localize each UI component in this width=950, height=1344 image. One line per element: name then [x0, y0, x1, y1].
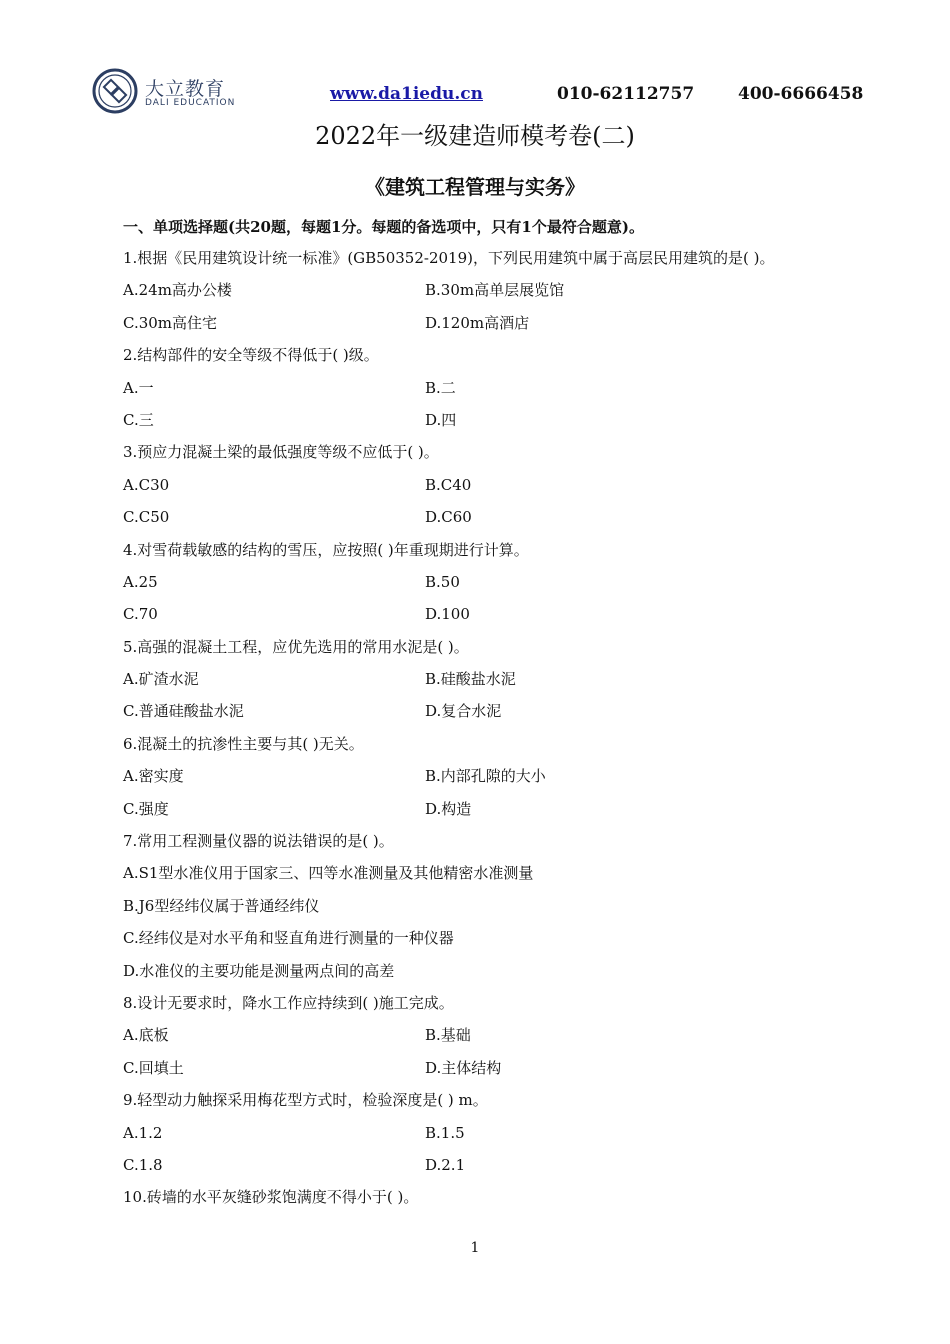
option-row	[123, 404, 863, 436]
option-row	[123, 663, 863, 695]
option-row	[123, 501, 863, 533]
option-row	[123, 1019, 863, 1051]
option-c: C.经纬仪是对水平角和竖直角进行测量的一种仪器	[123, 929, 454, 948]
option-b: B.内部孔隙的大小	[425, 767, 546, 786]
option-d: D.复合水泥	[425, 702, 502, 721]
option-a: A.C30	[123, 475, 170, 494]
question-stem: 3.预应力混凝土梁的最低强度等级不应低于( )。	[123, 443, 439, 462]
option-c: C.C50	[123, 508, 170, 527]
option-d: D.100	[425, 605, 470, 624]
option-b: B.基础	[425, 1026, 471, 1045]
option-a: A.密实度	[123, 767, 184, 786]
option-a: A.S1型水准仪用于国家三、四等水准测量及其他精密水准测量	[123, 864, 534, 883]
option-row	[123, 469, 863, 501]
option-b: B.J6型经纬仪属于普通经纬仪	[123, 896, 320, 915]
option-d: D.120m高酒店	[425, 313, 530, 332]
question-stem: 4.对雪荷载敏感的结构的雪压，应按照( )年重现期进行计算。	[123, 540, 529, 559]
option-c: C.70	[123, 605, 158, 624]
option-a: A.矿渣水泥	[123, 670, 199, 689]
option-b: B.50	[425, 572, 460, 591]
option-c: C.三	[123, 410, 154, 429]
option-row	[123, 1117, 863, 1149]
question-stem: 8.设计无要求时，降水工作应持续到( )施工完成。	[123, 993, 454, 1012]
question-list	[123, 242, 863, 1214]
website-link[interactable]: www.da1iedu.cn	[330, 84, 483, 104]
option-row	[123, 1149, 863, 1181]
option-a: A.25	[123, 572, 158, 591]
brand-name: 大立教育	[145, 78, 226, 100]
option-d: D.构造	[425, 799, 472, 818]
option-c: C.普通硅酸盐水泥	[123, 702, 244, 721]
option-row	[123, 566, 863, 598]
phone-number-1: 010-62112757	[557, 84, 695, 104]
option-b: B.1.5	[425, 1123, 465, 1142]
question-stem: 5.高强的混凝土工程，应优先选用的常用水泥是( )。	[123, 637, 469, 656]
option-b: B.30m高单层展览馆	[425, 281, 565, 300]
option-row	[123, 372, 863, 404]
option-a: A.底板	[123, 1026, 169, 1045]
option-d: D.2.1	[425, 1155, 466, 1174]
option-d: D.水准仪的主要功能是测量两点间的高差	[123, 961, 395, 980]
option-row	[123, 598, 863, 630]
option-row	[123, 760, 863, 792]
question-stem: 10.砖墙的水平灰缝砂浆饱满度不得小于( )。	[123, 1188, 419, 1207]
option-a: A.24m高办公楼	[123, 281, 232, 300]
option-d: D.C60	[425, 508, 472, 527]
option-c: C.强度	[123, 799, 169, 818]
option-d: D.主体结构	[425, 1058, 502, 1077]
option-b: B.硅酸盐水泥	[425, 670, 516, 689]
brand-name-english: DALI EDUCATION	[145, 98, 236, 108]
phone-number-2: 400-6666458	[738, 84, 864, 104]
option-row	[123, 1052, 863, 1084]
option-c: C.30m高住宅	[123, 313, 218, 332]
option-c: C.1.8	[123, 1155, 163, 1174]
page-header	[0, 60, 950, 116]
question-stem: 2.结构部件的安全等级不得低于( )级。	[123, 346, 379, 365]
question-stem: 9.轻型动力触探采用梅花型方式时，检验深度是( ) m。	[123, 1091, 488, 1110]
question-stem: 1.根据《民用建筑设计统一标准》(GB50352-2019)，下列民用建筑中属于高层民用建筑的是( )。	[123, 249, 775, 267]
question-stem: 6.混凝土的抗渗性主要与其( )无关。	[123, 734, 364, 753]
option-row	[123, 274, 863, 306]
exam-title: 2022年一级建造师模考卷(二)	[315, 122, 635, 150]
question-stem: 7.常用工程测量仪器的说法错误的是( )。	[123, 832, 394, 851]
option-b: B.二	[425, 378, 456, 397]
section-heading: 一、单项选择题(共20题，每题1分。每题的备选项中，只有1个最符合题意)。	[123, 218, 644, 236]
page-number: 1	[470, 1240, 480, 1256]
option-a: A.一	[123, 378, 154, 397]
option-b: B.C40	[425, 475, 472, 494]
option-d: D.四	[425, 410, 457, 429]
dali-logo-icon	[92, 68, 138, 114]
option-c: C.回填土	[123, 1058, 184, 1077]
option-row	[123, 307, 863, 339]
option-a: A.1.2	[123, 1123, 163, 1142]
option-row	[123, 793, 863, 825]
option-row	[123, 695, 863, 727]
exam-subject: 《建筑工程管理与实务》	[365, 175, 585, 199]
